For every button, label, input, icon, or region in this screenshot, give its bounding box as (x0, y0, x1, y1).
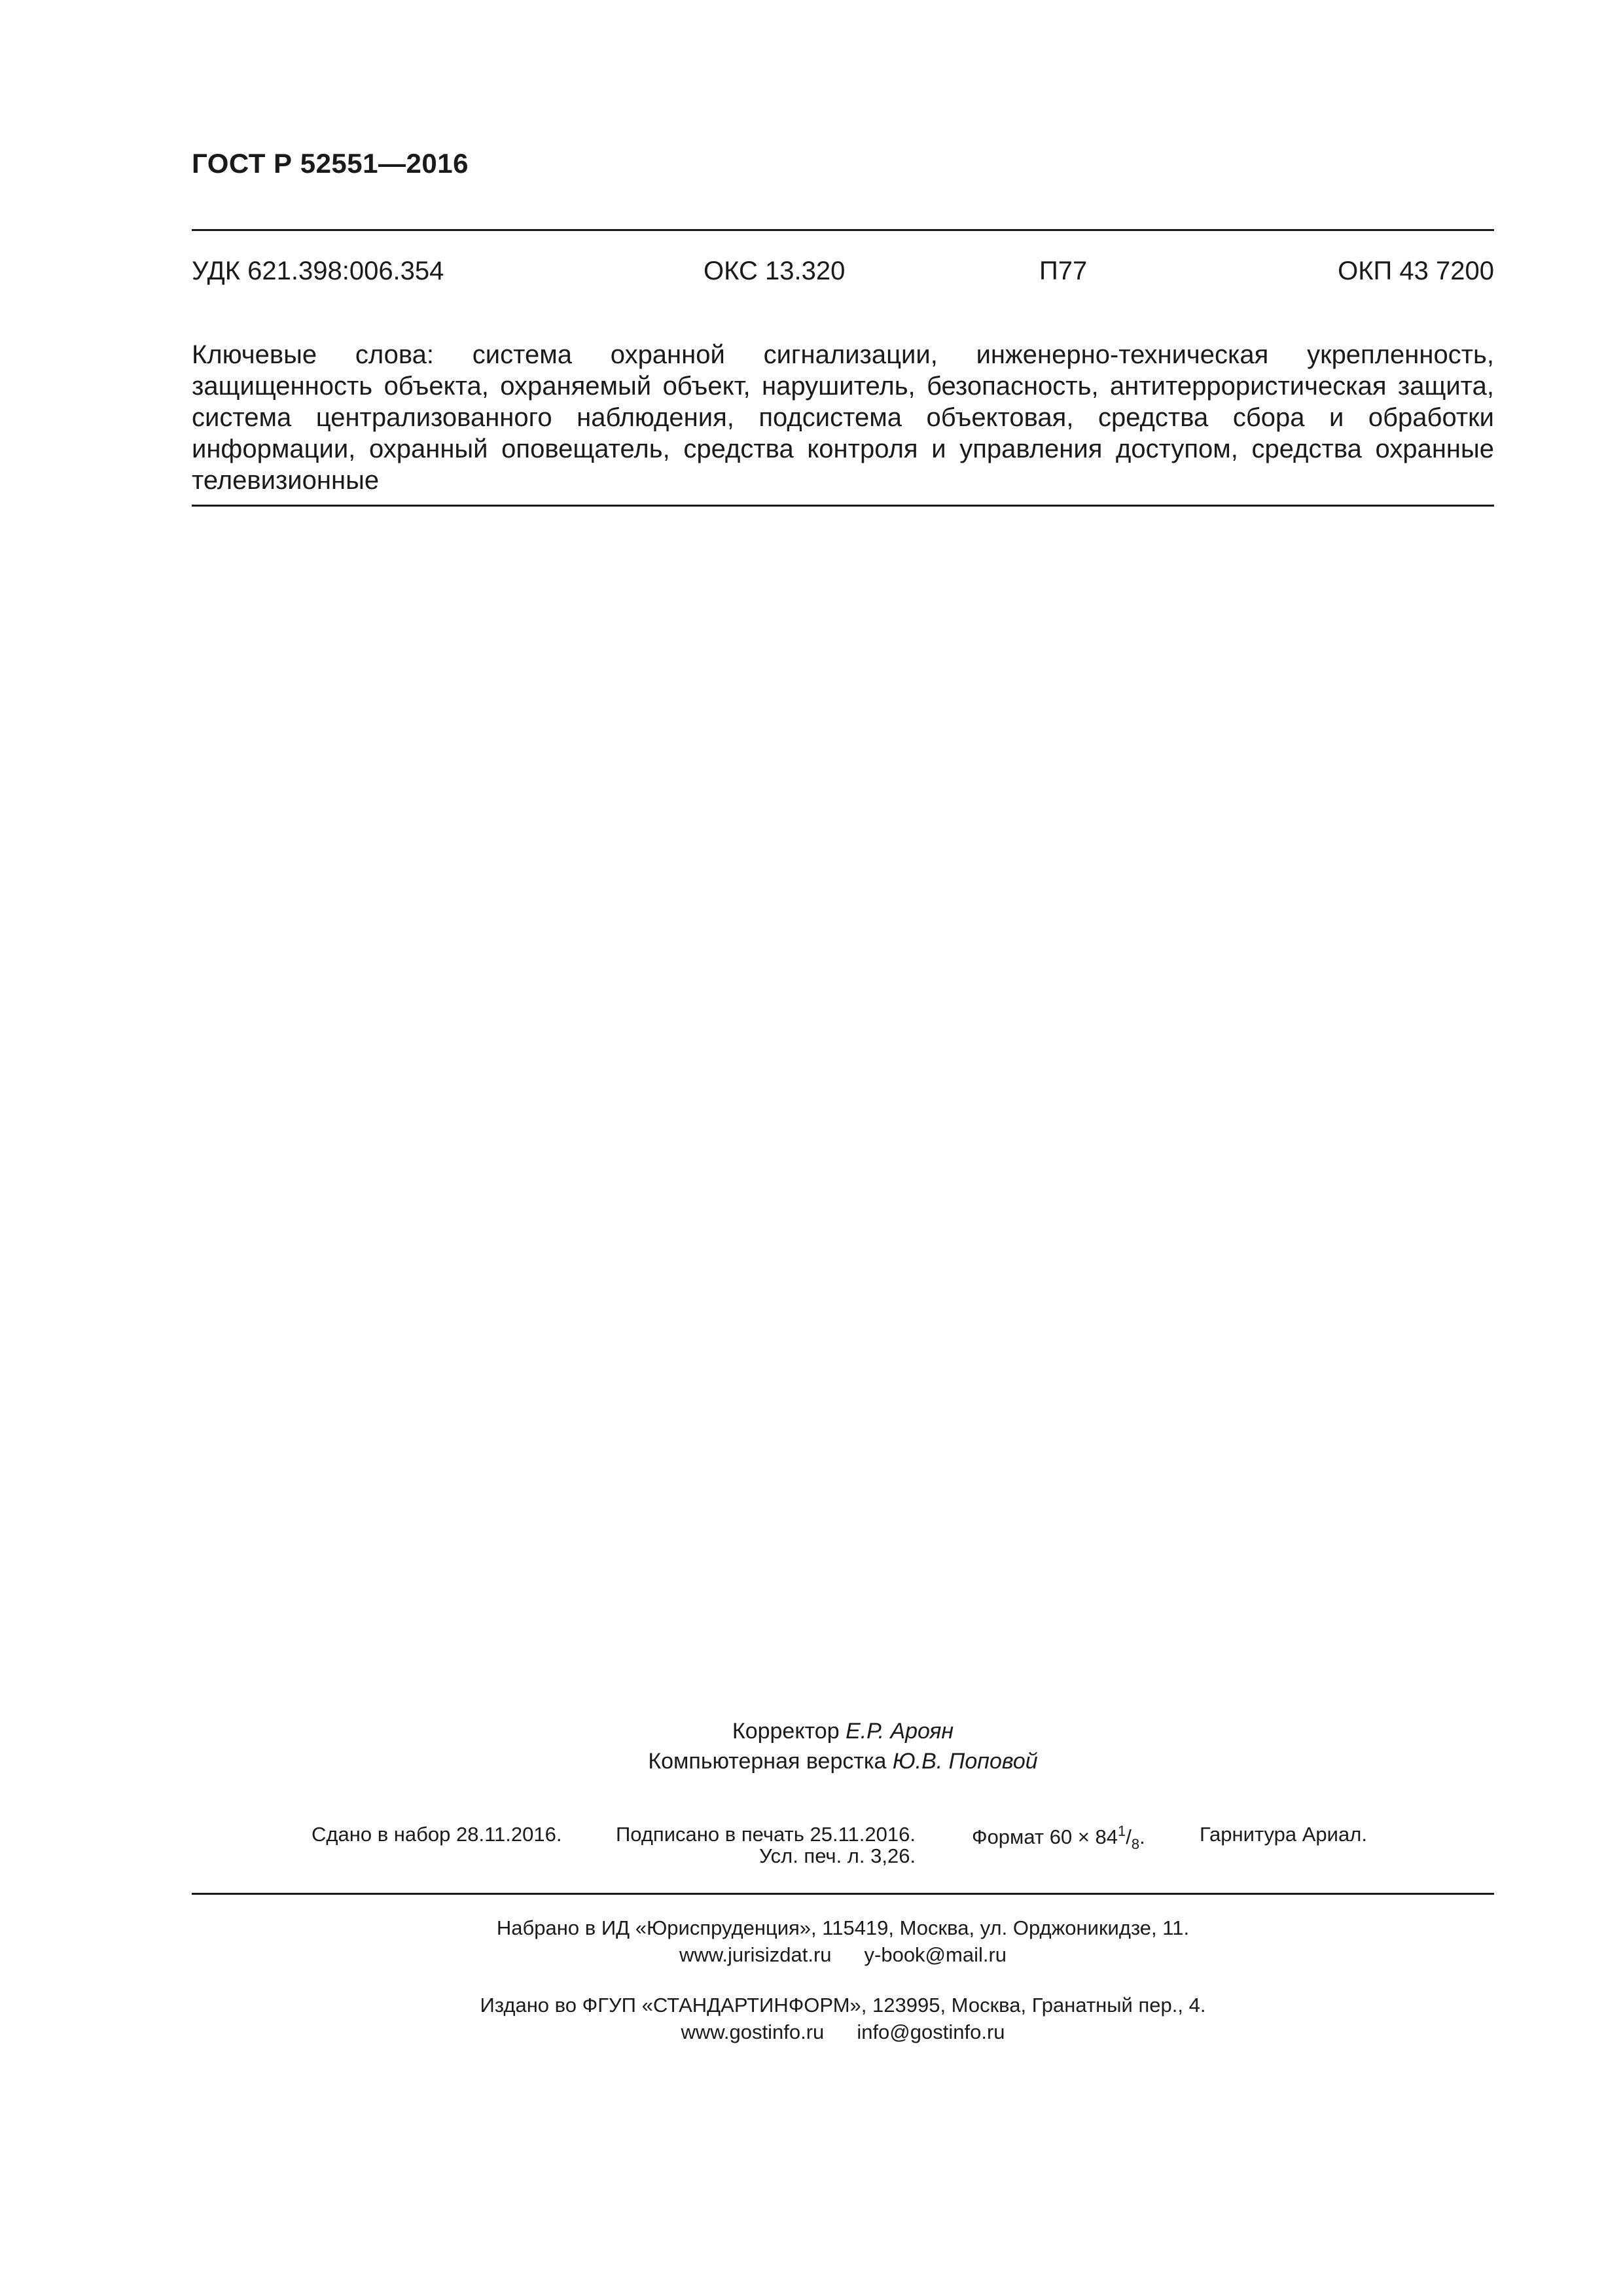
keywords-divider (192, 505, 1494, 507)
layout-label: Компьютерная верстка (648, 1749, 887, 1774)
okp-code: ОКП 43 7200 (1338, 257, 1494, 285)
format-slash: / (1126, 1825, 1132, 1848)
paper-format (972, 1823, 1145, 1853)
format-prefix: Формат 60 × 84 (972, 1825, 1118, 1848)
corrector-line (192, 1716, 1494, 1746)
layout-line (192, 1746, 1494, 1776)
sent-date: Сдано в набор 28.11.2016. (312, 1823, 562, 1846)
typeface: Гарнитура Ариал. (1200, 1823, 1367, 1846)
typeset-info: Набрано в ИД «Юриспруденция», 115419, Москва, ул. Орджоникидзе, 11. (496, 1916, 1190, 1939)
corrector-name: Е.Р. Ароян (846, 1719, 954, 1744)
publisher-website-link[interactable]: www.gostinfo.ru (681, 2020, 825, 2043)
typeset-website-link[interactable]: www.jurisizdat.ru (679, 1943, 832, 1966)
publisher-info: Издано во ФГУП «СТАНДАРТИНФОРМ», 123995, Москва, Гранатный пер., 4. (480, 1994, 1206, 2017)
format-suffix: . (1139, 1825, 1145, 1848)
publisher-contacts (192, 2018, 1494, 2046)
publisher-email-link[interactable]: info@gostinfo.ru (857, 2020, 1005, 2043)
layout-name: Ю.В. Поповой (892, 1749, 1038, 1774)
udk-code: УДК 621.398:006.354 (192, 257, 444, 285)
corrector-label: Корректор (732, 1719, 840, 1744)
standard-number: ГОСТ Р 52551—2016 (192, 148, 469, 179)
signed-date: Подписано в печать 25.11.2016. (616, 1823, 916, 1846)
oks-code: ОКС 13.320 (704, 257, 846, 285)
top-divider (192, 229, 1494, 231)
classification-codes (192, 257, 1494, 291)
keywords-paragraph: Ключевые слова: система охранной сигнализации, инженерно-техническая укрепленность, защищенность объекта, охраняемый объект, нарушитель, безопасность, антитеррористическая защита, система централизованного наблюдения, подсистема объектовая, средства сбора и обработки информации, охранный оповещатель, средства контроля и управления доступом, средства охранные телевизионные (192, 340, 1494, 495)
format-denominator: 8 (1131, 1836, 1140, 1852)
p-code: П77 (1039, 257, 1088, 285)
imprint-divider (192, 1893, 1494, 1895)
typeset-email-link[interactable]: y-book@mail.ru (864, 1943, 1007, 1966)
typeset-contacts (192, 1941, 1494, 1969)
printed-sheets: Усл. печ. л. 3,26. (759, 1844, 916, 1867)
format-numerator: 1 (1118, 1823, 1126, 1839)
